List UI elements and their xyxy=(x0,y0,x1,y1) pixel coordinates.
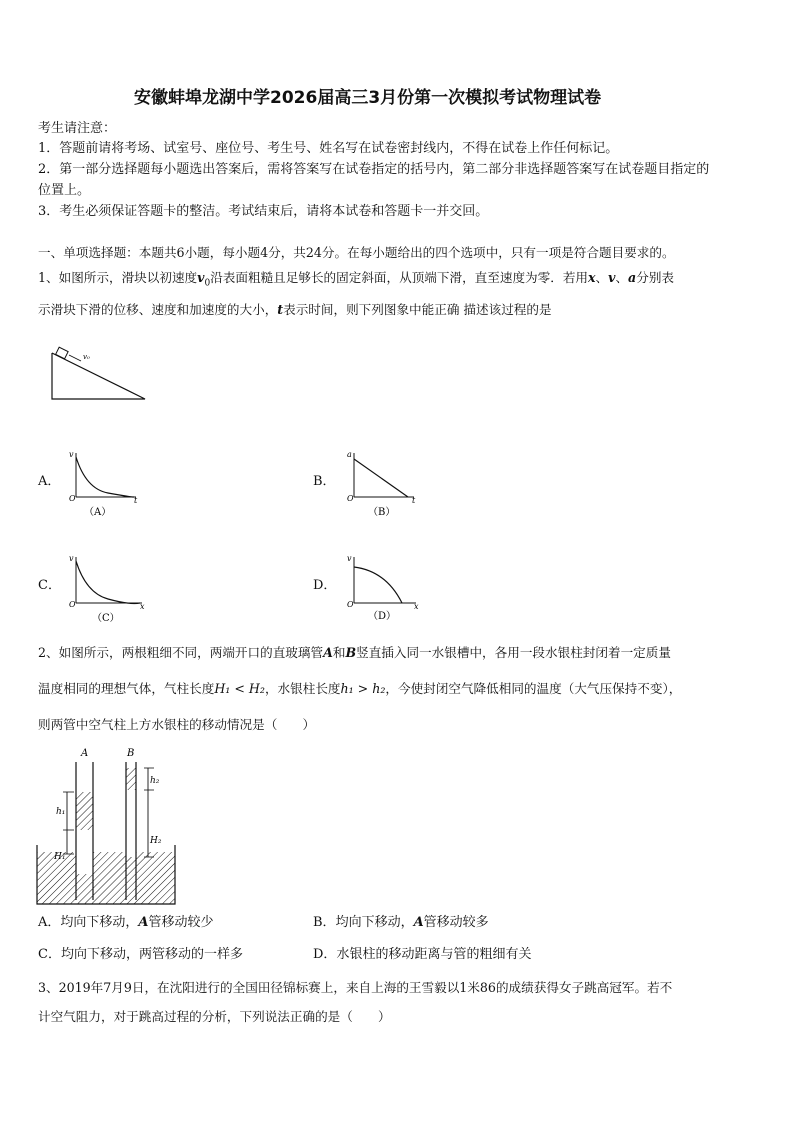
q2-option xyxy=(38,915,214,931)
origin-label: O xyxy=(347,494,354,503)
q1-option-graph xyxy=(64,449,150,519)
q3-line2: 计空气阻力，对于跳高过程的分析，下列说法正确的是（ ） xyxy=(38,1009,391,1024)
v0-label: v₀ xyxy=(83,353,90,361)
axis-y-label: a xyxy=(347,450,352,459)
q2-text: ，水银柱长度 xyxy=(264,681,341,696)
q1-sep: 、 xyxy=(615,270,629,285)
q1-option-letter: D． xyxy=(313,578,337,593)
tube-B-label: B xyxy=(127,748,135,759)
q2-text: ，今使封闭空气降低相同的温度（大气压保持不变）， xyxy=(385,681,682,696)
page-title: 安徽蚌埠龙湖中学2026届高三3月份第一次模拟考试物理试卷 xyxy=(134,88,602,108)
q2-text: 2、如图所示，两根粗细不同，两端开口的直玻璃管 xyxy=(38,645,324,660)
q1-text: 分别表 xyxy=(636,270,674,285)
q1-var-v: v xyxy=(608,270,616,285)
q2-var-B: B xyxy=(345,645,357,660)
q2-line1 xyxy=(38,645,671,661)
q1-line2 xyxy=(38,302,552,318)
q1-var-a: a xyxy=(628,270,637,285)
incline-figure xyxy=(45,345,155,405)
q2-text: 和 xyxy=(332,645,346,660)
q2-var-A: A xyxy=(323,645,333,660)
q1-sep: 、 xyxy=(595,270,609,285)
q2-line2 xyxy=(38,681,681,697)
q2-option xyxy=(313,915,489,931)
option-letter: A． xyxy=(38,915,61,930)
axis-x-label: t xyxy=(134,496,138,505)
q2-text: 温度相同的理想气体，气柱长度 xyxy=(38,681,215,696)
option-caption: （A） xyxy=(84,507,112,518)
tube-figure xyxy=(34,742,184,912)
option-letter: D． xyxy=(313,947,337,962)
axis-x-label: t xyxy=(412,496,416,505)
q1-option-graph xyxy=(342,449,428,519)
option-text: 均向下移动，两管移动的一样多 xyxy=(60,947,243,962)
h2-label: h₂ xyxy=(150,776,160,786)
q2-option xyxy=(38,947,243,963)
tube-A-label: A xyxy=(81,748,89,759)
origin-label: O xyxy=(347,600,354,609)
notice-item: 位置上。 xyxy=(38,183,91,198)
axis-y-label: v xyxy=(69,554,74,563)
notice-item: 3．考生必须保证答题卡的整洁。考试结束后，请将本试卷和答题卡一并交回。 xyxy=(38,204,489,219)
q1-var-v0: v xyxy=(197,270,205,285)
section-heading: 一、单项选择题：本题共6小题，每小题4分，共24分。在每小题给出的四个选项中，只有一项是符合题目要求的。 xyxy=(38,245,675,260)
option-caption: （B） xyxy=(368,507,396,518)
q1-text: 沿表面粗糙且足够长的固定斜面，从顶端下滑，直至速度为零．若用 xyxy=(210,270,589,285)
notice-item: 2．第一部分选择题每小题选出答案后，需将答案写在试卷指定的括号内，第二部分非选择题答案写在试卷题目指定的 xyxy=(38,162,710,177)
q1-option-letter: C． xyxy=(38,578,61,593)
notice-heading: 考生请注意： xyxy=(38,121,117,136)
option-text: 均向下移动， xyxy=(60,915,139,930)
q2-cond1: H₁ < H₂ xyxy=(214,681,265,696)
option-caption: （D） xyxy=(368,611,397,622)
q1-text: 表示时间，则下列图象中能正确 描述该过程的是 xyxy=(283,302,552,317)
option-text: 水银柱的移动距离与管的粗细有关 xyxy=(336,947,532,962)
H2-label: H₂ xyxy=(150,836,162,846)
option-caption: （C） xyxy=(92,613,120,624)
h1-label: h₁ xyxy=(56,807,66,817)
H1-label: H₁ xyxy=(54,852,66,862)
origin-label: O xyxy=(69,494,76,503)
option-tube: A xyxy=(413,915,424,930)
option-text: 均向下移动， xyxy=(335,915,414,930)
q2-option xyxy=(313,947,531,963)
option-tube: A xyxy=(138,915,149,930)
q1-text: 1、如图所示，滑块以初速度 xyxy=(38,270,198,285)
q1-var-t: t xyxy=(277,302,284,317)
axis-x-label: x xyxy=(140,602,145,611)
notice-item: 1．答题前请将考场、试室号、座位号、考生号、姓名写在试卷密封线内，不得在试卷上作任何标记。 xyxy=(38,141,619,156)
q2-cond2: h₁ > h₂ xyxy=(340,681,386,696)
q1-option-graph xyxy=(64,553,150,625)
q1-line1 xyxy=(38,270,674,292)
q1-option-letter: B． xyxy=(313,474,336,489)
q1-var-v0-sub: 0 xyxy=(204,278,211,289)
q1-text: 示滑块下滑的位移、速度和加速度的大小， xyxy=(38,302,278,317)
q2-line3: 则两管中空气柱上方水银柱的移动情况是（ ） xyxy=(38,717,316,732)
option-letter: B． xyxy=(313,915,336,930)
q1-option-letter: A． xyxy=(38,474,61,489)
option-text: 管移动较少 xyxy=(148,915,214,930)
q3-line1: 3、2019年7月9日，在沈阳进行的全国田径锦标赛上，来自上海的王雪毅以1米86的成绩获得女子跳高冠军。若不 xyxy=(38,980,673,995)
q1-var-x: x xyxy=(588,270,596,285)
axis-y-label: v xyxy=(69,450,74,459)
option-letter: C． xyxy=(38,947,61,962)
axis-x-label: x xyxy=(414,602,419,611)
q2-text: 竖直插入同一水银槽中，各用一段水银柱封闭着一定质量 xyxy=(356,645,671,660)
option-text: 管移动较多 xyxy=(423,915,489,930)
q1-option-graph xyxy=(342,553,428,625)
origin-label: O xyxy=(69,600,76,609)
axis-y-label: v xyxy=(347,554,352,563)
